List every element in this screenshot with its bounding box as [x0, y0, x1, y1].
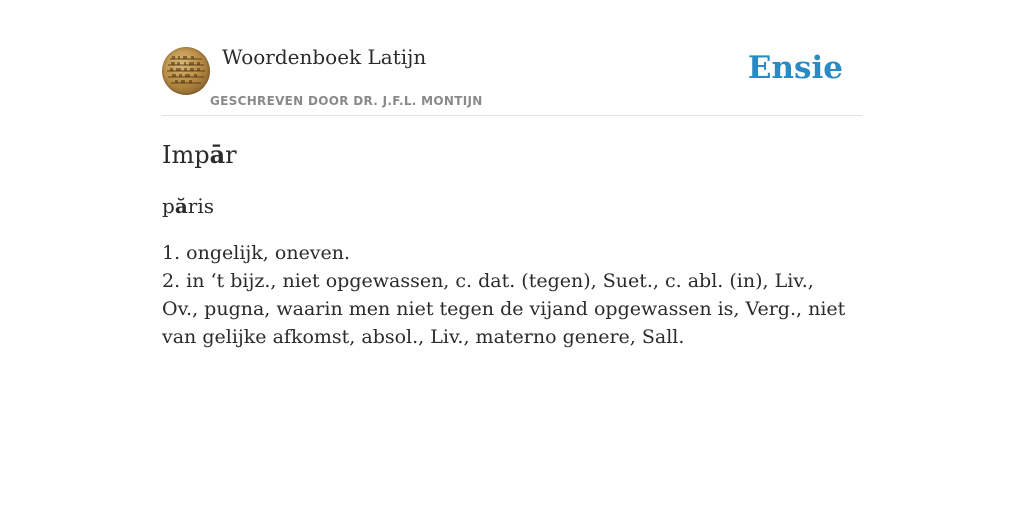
headword: [162, 140, 237, 169]
genitive-post: ris: [187, 194, 215, 218]
genitive-accent: ă: [174, 194, 188, 218]
genitive-pre: p: [162, 194, 175, 218]
book-title[interactable]: Woordenboek Latijn: [222, 45, 427, 69]
page: [162, 0, 862, 348]
author-byline: GESCHREVEN DOOR DR. J.F.L. MONTIJN: [210, 94, 483, 108]
headword-pre: Imp: [162, 141, 210, 169]
definitions: [162, 239, 852, 351]
genitive-form: [162, 194, 214, 218]
definition-1: 1. ongelijk, oneven.: [162, 242, 351, 264]
inscribed-coin-logo-icon[interactable]: [162, 47, 210, 95]
headword-post: r: [225, 141, 237, 169]
definition-2: 2. in ‘t bijz., niet opgewassen, c. dat. (tegen), Suet., c. abl. (in), Liv., Ov., pugna, waarin men niet tegen de vijand opgewassen is, Verg., niet van gelijke afkomst, absol., Liv., materno genere, Sall.: [162, 270, 846, 348]
headword-accent: ā: [209, 140, 226, 169]
ensie-brand-link[interactable]: Ensie: [747, 50, 843, 86]
header: [162, 0, 862, 116]
